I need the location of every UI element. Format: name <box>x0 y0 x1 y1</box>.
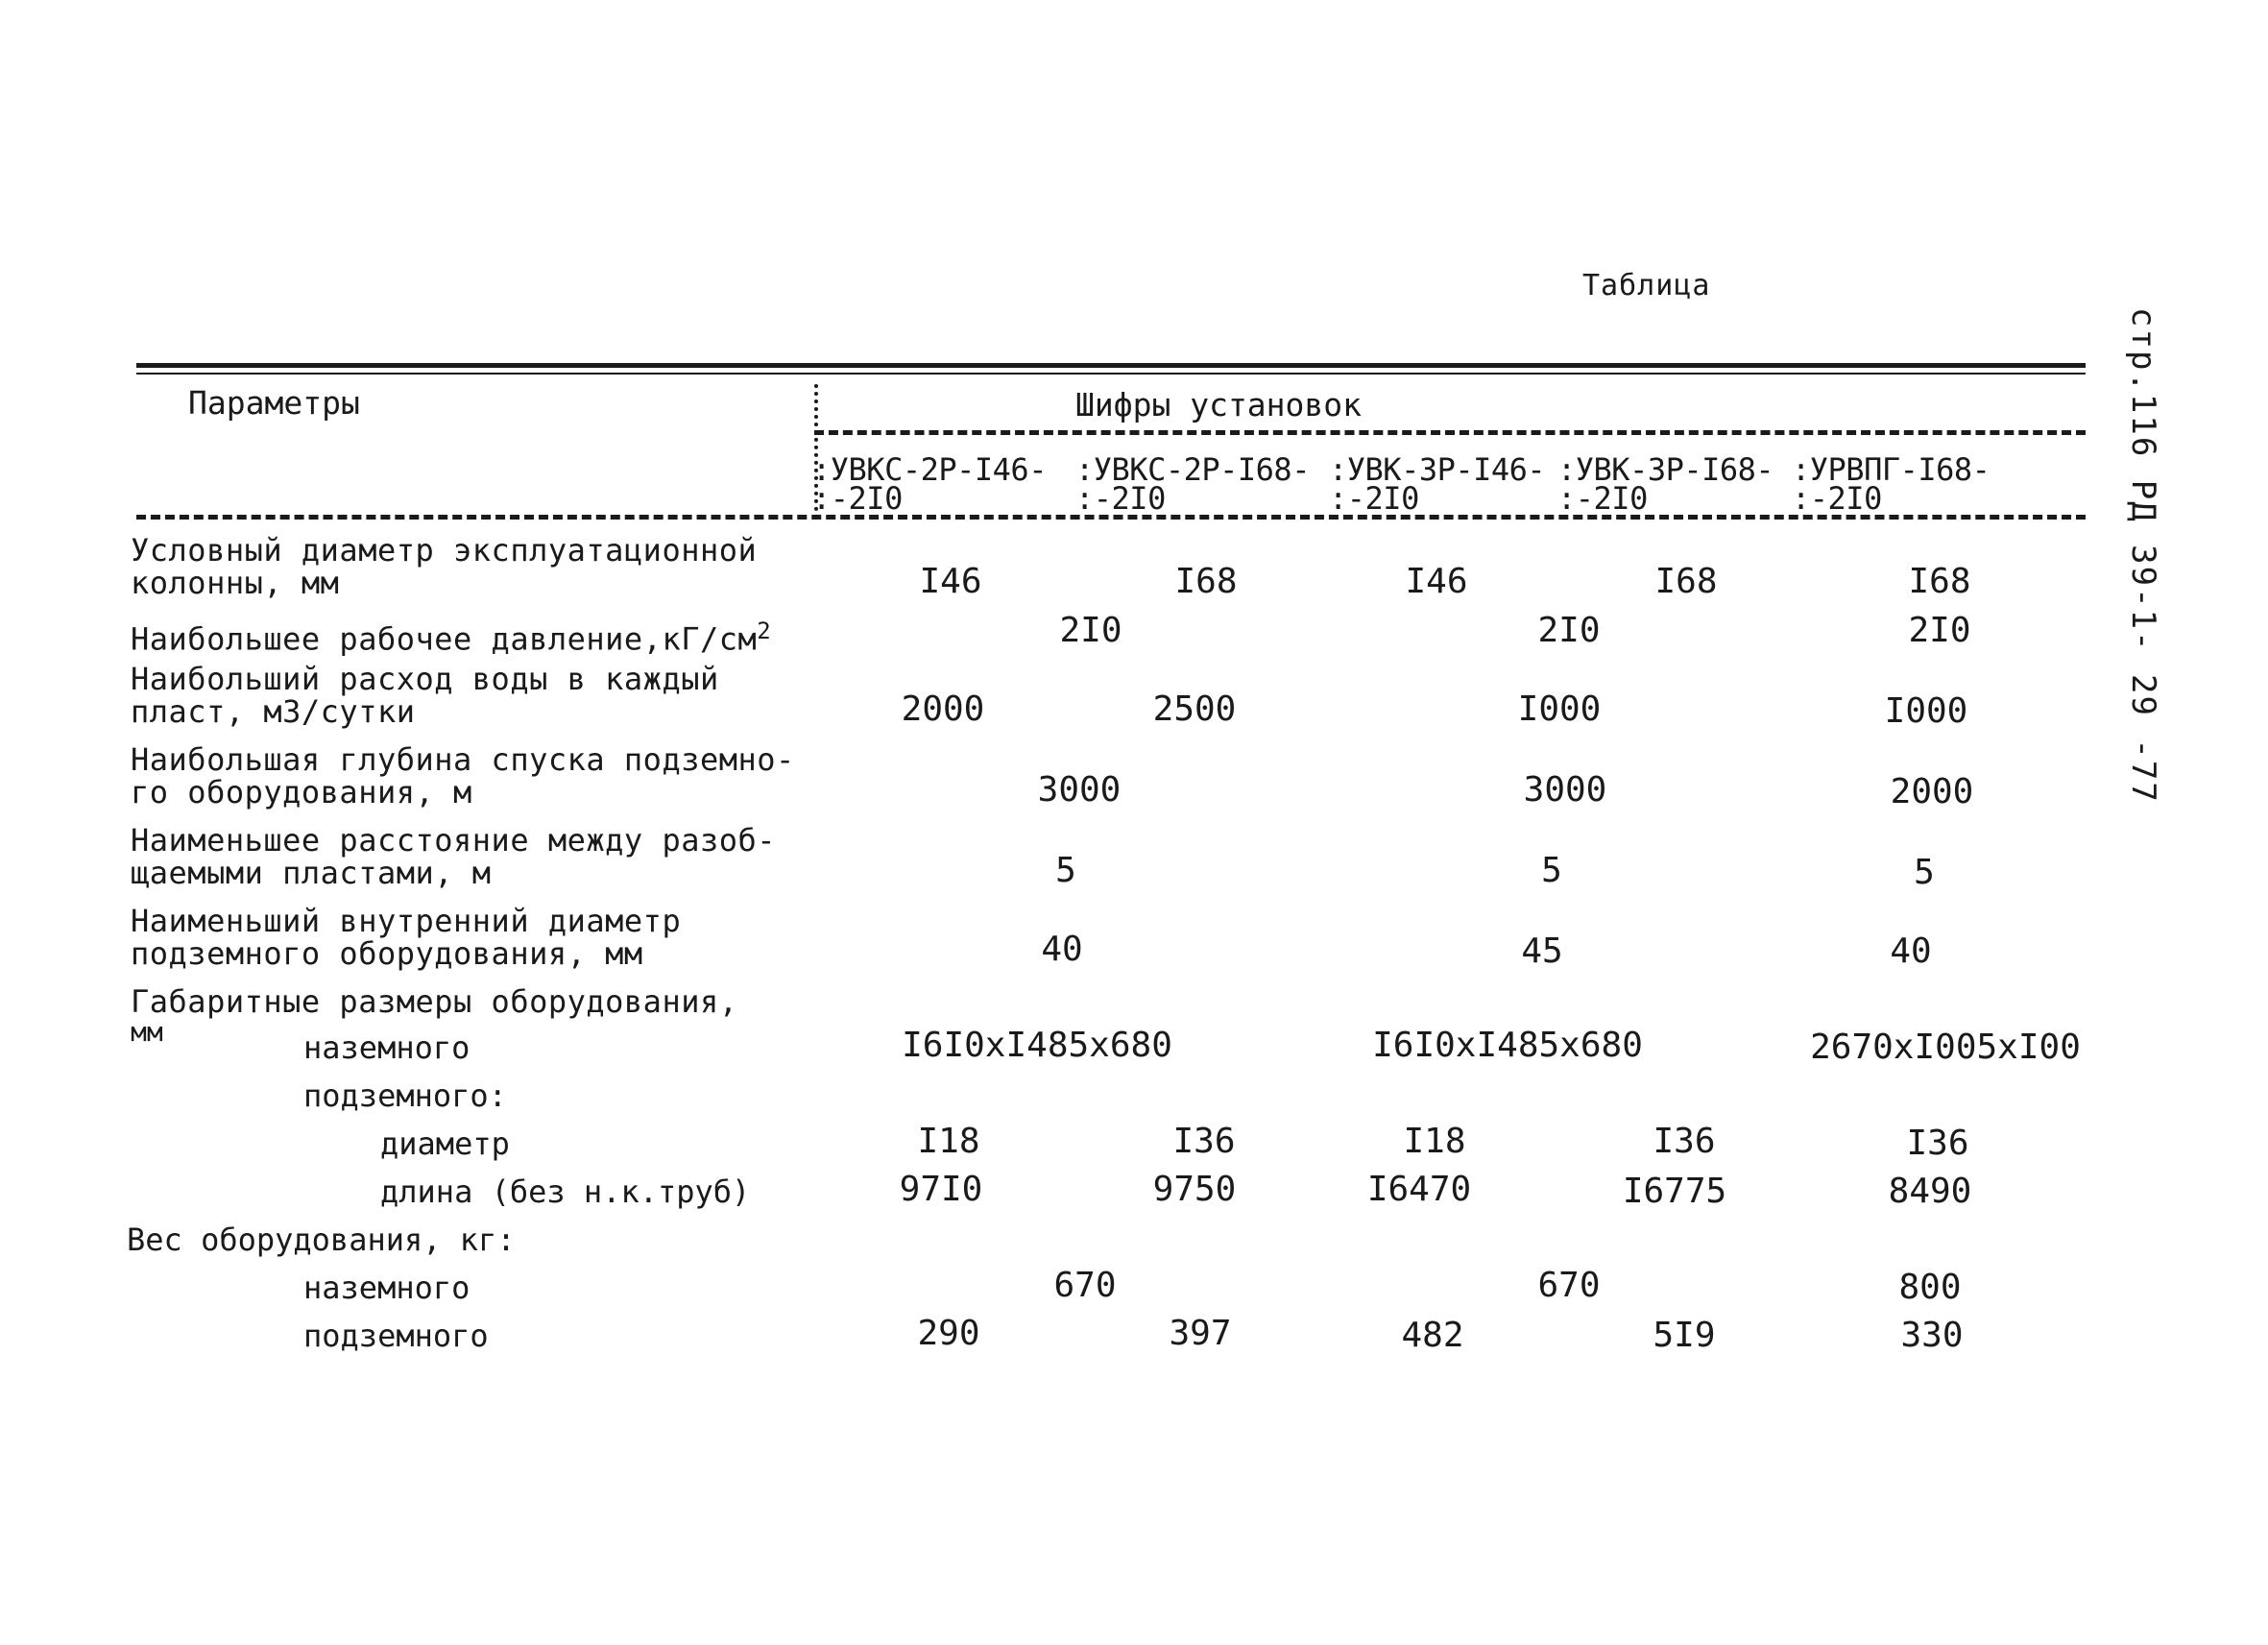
dist-value: 5 <box>1055 851 1076 890</box>
row-dims-label-2: мм <box>131 1016 163 1048</box>
row-depth-label-1: Наибольшая глубина спуска подземно- <box>131 741 795 778</box>
depth-value: 3000 <box>1037 770 1122 810</box>
inner-value: 45 <box>1521 931 1563 971</box>
dims-len-value: I6775 <box>1622 1172 1727 1211</box>
dims-dia-value: I18 <box>1403 1122 1466 1161</box>
diam-value: I46 <box>1405 562 1468 601</box>
dist-value: 5 <box>1914 853 1935 892</box>
dims-dia-value: I36 <box>1906 1124 1969 1163</box>
page-side-label: стр.116 РД 39-1- 29 -77 <box>2124 307 2162 804</box>
table-top-rule-2 <box>136 373 2086 375</box>
weight-surface-value: 670 <box>1053 1266 1117 1305</box>
press-value: 2I0 <box>1059 611 1122 650</box>
code-3-line1: :УВК-3Р-I46- <box>1329 451 1546 488</box>
table-top-rule <box>136 363 2086 368</box>
code-5-line2: :-2I0 <box>1792 480 1882 517</box>
press-value: 2I0 <box>1537 611 1601 650</box>
flow-value: I000 <box>1884 691 1968 731</box>
code-5-line1: :УРВПГ-I68- <box>1792 451 1991 488</box>
row-distance-label-2: щаемыми пластами, м <box>131 855 492 891</box>
flow-value: 2500 <box>1152 689 1237 729</box>
row-flow-label-2: пласт, м3/сутки <box>131 693 416 730</box>
weight-under-value: 482 <box>1401 1316 1464 1355</box>
row-dims-label-1: Габаритные размеры оборудования, <box>131 983 738 1020</box>
row-depth-label-2: го оборудования, м <box>131 774 472 810</box>
row-dims-len-label: длина (без н.к.труб) <box>380 1173 751 1210</box>
header-group: Шифры установок <box>1075 386 1363 423</box>
row-dims-dia-label: диаметр <box>380 1125 510 1162</box>
row-weight-label: Вес оборудования, кг: <box>127 1222 516 1258</box>
code-1-line1: :УВКС-2Р-I46- <box>812 451 1047 488</box>
row-weight-under-label: подземного <box>303 1318 489 1354</box>
code-3-line2: :-2I0 <box>1329 480 1419 517</box>
code-1-line2: :-2I0 <box>812 480 903 517</box>
row-pressure-text: Наибольшее рабочее давление,кГ/см <box>131 620 758 658</box>
flow-value: 2000 <box>901 689 985 729</box>
weight-surface-value: 800 <box>1898 1268 1962 1307</box>
row-dims-under-label: подземного: <box>303 1077 507 1114</box>
inner-value: 40 <box>1890 931 1932 971</box>
dims-len-value: I6470 <box>1366 1170 1472 1209</box>
dims-len-value: 8490 <box>1888 1172 1972 1211</box>
press-value: 2I0 <box>1908 611 1971 650</box>
code-4-line1: :УВК-3Р-I68- <box>1557 451 1774 488</box>
code-4-line2: :-2I0 <box>1557 480 1648 517</box>
table-caption: Таблица <box>1582 269 1711 302</box>
group-divider <box>814 430 2086 435</box>
diam-value: I68 <box>1174 562 1238 601</box>
dims-dia-value: I18 <box>917 1122 980 1161</box>
dims-dia-value: I36 <box>1172 1122 1236 1161</box>
row-inner-label-2: подземного оборудования, мм <box>131 935 643 972</box>
dims-len-value: 9750 <box>1152 1170 1237 1209</box>
dims-surface-value: I6I0xI485x680 <box>902 1026 1172 1065</box>
code-2-line2: :-2I0 <box>1075 480 1166 517</box>
dims-len-value: 97I0 <box>899 1170 983 1209</box>
weight-under-value: 330 <box>1900 1316 1964 1355</box>
dist-value: 5 <box>1541 851 1562 890</box>
weight-under-value: 5I9 <box>1653 1316 1716 1355</box>
row-distance-label-1: Наименьшее расстояние между разоб- <box>131 822 777 859</box>
row-diameter-label-2: колонны, мм <box>131 565 340 601</box>
row-pressure-label <box>131 615 771 656</box>
row-flow-label-1: Наибольший расход воды в каждый <box>131 661 719 697</box>
flow-value: I000 <box>1517 689 1602 729</box>
weight-under-value: 290 <box>917 1314 980 1353</box>
dims-surface-value: I6I0xI485x680 <box>1372 1026 1643 1065</box>
code-2-line1: :УВКС-2Р-I68- <box>1075 451 1310 488</box>
diam-value: I68 <box>1908 562 1971 601</box>
row-diameter-label-1: Условный диаметр эксплуатационной <box>131 532 758 568</box>
row-inner-label-1: Наименьший внутренний диаметр <box>131 903 682 939</box>
header-params: Параметры <box>188 384 360 422</box>
dims-dia-value: I36 <box>1653 1122 1716 1161</box>
diam-value: I46 <box>919 562 982 601</box>
inner-value: 40 <box>1041 930 1083 969</box>
row-dims-surface-label: наземного <box>303 1029 470 1066</box>
weight-under-value: 397 <box>1169 1314 1232 1353</box>
depth-value: 2000 <box>1890 772 1974 811</box>
diam-value: I68 <box>1654 562 1718 601</box>
depth-value: 3000 <box>1523 770 1607 810</box>
row-weight-surface-label: наземного <box>303 1270 470 1306</box>
weight-surface-value: 670 <box>1537 1266 1601 1305</box>
dims-surface-value: 2670xI005xI00 <box>1810 1028 2081 1067</box>
row-pressure-sup: 2 <box>757 617 772 644</box>
